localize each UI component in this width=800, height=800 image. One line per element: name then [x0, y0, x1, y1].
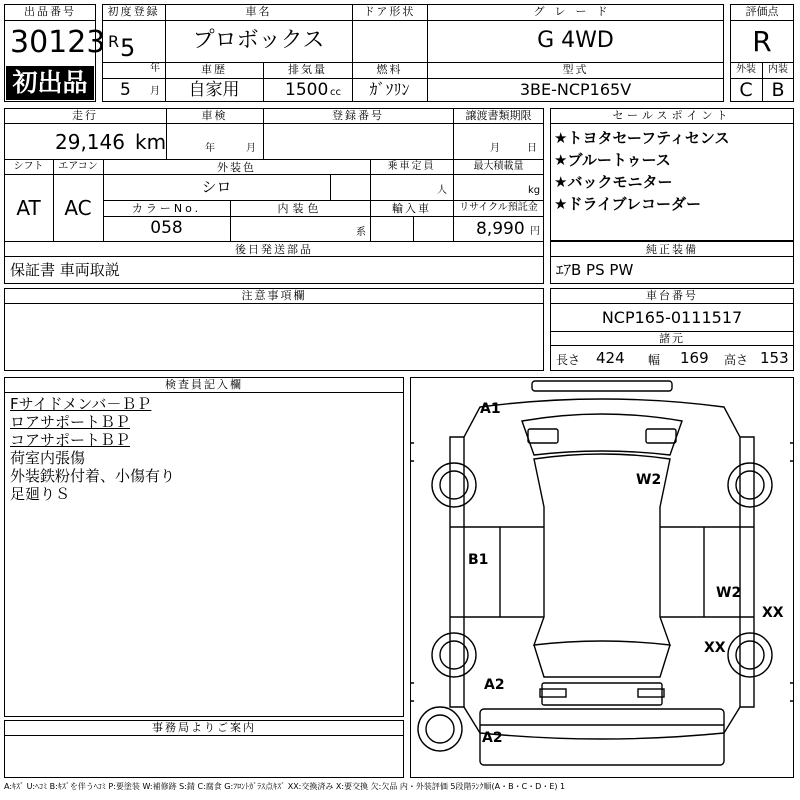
color-no-value: 058 — [150, 218, 183, 238]
capacity-label: 乗車定員 — [387, 161, 436, 172]
score-label: 評価点 — [745, 5, 779, 18]
import-label: 輸入車 — [392, 202, 431, 215]
mark-w2-top: W2 — [636, 472, 662, 488]
sales-point-item: ★ドライブレコーダー — [554, 195, 701, 213]
height-label: 高さ — [724, 353, 749, 367]
office-label: 事務局よりご案内 — [152, 721, 256, 734]
recycle-unit: 円 — [530, 226, 540, 237]
first-listing-badge: 初出品 — [6, 66, 94, 100]
load-unit: kg — [528, 185, 541, 196]
door-label: ドア形状 — [363, 5, 416, 18]
transfer-month-unit: 月 — [490, 143, 500, 154]
width-label: 幅 — [648, 353, 661, 367]
exterior-label: 外装 — [736, 64, 756, 75]
month-unit: 月 — [150, 86, 160, 97]
mark-w2-right: W2 — [716, 585, 742, 601]
inspector-line: 外装鉄粉付着、小傷有り — [10, 467, 176, 485]
interior-label: 内装 — [768, 64, 788, 75]
sales-point-item: ★トヨタセーフティセンス — [554, 129, 730, 147]
genuine-value: ｴｱB PS PW — [556, 261, 634, 279]
mark-b1: B1 — [468, 552, 489, 568]
displacement-value: 1500 — [285, 80, 329, 100]
sales-point-item: ★ブルートゥース — [554, 151, 671, 169]
caution-label: 注意事項欄 — [241, 289, 307, 302]
load-label: 最大積載量 — [473, 161, 524, 172]
length-label: 長さ — [556, 353, 581, 367]
mileage-unit: km — [135, 130, 167, 154]
displacement-label: 排気量 — [288, 63, 327, 76]
interior-color-label: 内装色 — [277, 202, 323, 215]
car-name: プロボックス — [192, 28, 325, 53]
inspection-year-unit: 年 — [205, 143, 215, 154]
mark-xx-right: XX — [762, 605, 784, 621]
dims-label: 諸元 — [659, 332, 685, 345]
sales-point-item: ★バックモニター — [554, 173, 673, 191]
genuine-label: 純正装備 — [646, 243, 698, 256]
inspector-line: コアサポートＢＰ — [10, 431, 131, 449]
lot-label: 出品番号 — [24, 5, 76, 18]
displacement-unit: cc — [330, 87, 341, 98]
mark-a2-bottom: A2 — [482, 730, 503, 746]
shift-value: AT — [16, 196, 41, 220]
transfer-label: 譲渡書類期限 — [465, 109, 532, 122]
width-value: 169 — [680, 349, 709, 367]
model-value: 3BE-NCP165V — [519, 80, 632, 99]
inspector-line: 荷室内張傷 — [10, 449, 86, 467]
capacity-unit: 人 — [437, 185, 447, 196]
fuel-label: 燃料 — [376, 63, 403, 76]
inspector-line: 足廻りＳ — [10, 485, 71, 503]
sales-points-label: セールスポイント — [612, 109, 732, 122]
inspection-label: 車検 — [201, 109, 228, 122]
interior-value: B — [771, 79, 785, 101]
history-value: 自家用 — [188, 80, 240, 100]
ac-value: AC — [64, 196, 92, 220]
reg-month: 5 — [120, 80, 131, 100]
mileage-value: 29,146 — [55, 130, 125, 154]
later-parts-label: 後日発送部品 — [235, 243, 313, 256]
mark-a1: A1 — [480, 401, 501, 417]
recycle-label: リサイクル預託金 — [459, 202, 538, 213]
score-value: R — [752, 25, 772, 58]
shift-label: シフト — [13, 161, 44, 172]
reg-label: 初度登録 — [107, 5, 160, 18]
length-value: 424 — [596, 349, 625, 367]
inspector-line: Fサイドメンバ－ＢＰ — [10, 395, 152, 413]
recycle-value: 8,990 — [476, 219, 525, 239]
inspection-month-unit: 月 — [246, 143, 256, 154]
era: R — [108, 32, 120, 51]
name-label: 車名 — [245, 5, 272, 18]
lot-number: 30123 — [10, 25, 106, 60]
plate-label: 登録番号 — [332, 109, 384, 122]
mileage-label: 走行 — [72, 109, 98, 122]
model-label: 型式 — [562, 63, 589, 76]
transfer-day-unit: 日 — [527, 143, 537, 154]
year-unit: 年 — [150, 63, 160, 74]
inspector-label: 検査員記入欄 — [165, 378, 243, 391]
color-no-label: カラーNo. — [131, 202, 202, 215]
interior-color-unit: 系 — [356, 227, 366, 238]
ac-label: エアコン — [58, 161, 98, 172]
legend: A:ｷｽﾞ U:ﾍｺﾐ B:ｷｽﾞを伴うﾍｺﾐ P:要塗装 W:補修跡 S:錆 C:腐食 G:ﾌﾛﾝﾄｶﾞﾗｽ点ｷｽﾞ XX:交換済み X:要交換 欠:欠品 内・外装評価 5段階ﾗﾝｸ順(A・B・C・D・E) 1 — [4, 782, 566, 791]
chassis-value: NCP165-0111517 — [601, 308, 743, 327]
mark-a2-rear: A2 — [484, 677, 505, 693]
color-value: シロ — [201, 178, 232, 196]
inspector-line: ロアサポートＢＰ — [10, 413, 131, 431]
exterior-value: C — [739, 79, 753, 101]
grade-value: G 4WD — [537, 28, 614, 53]
later-parts-value: 保証書 車両取説 — [10, 261, 120, 279]
fuel-value: ｶﾞｿﾘﾝ — [369, 80, 410, 99]
chassis-label: 車台番号 — [646, 289, 698, 302]
mark-xx-mid: XX — [704, 640, 726, 656]
color-label: 外装色 — [217, 161, 256, 174]
grade-label: グレード — [533, 5, 618, 18]
reg-year: 5 — [120, 34, 136, 62]
car-diagram — [410, 377, 794, 778]
height-value: 153 — [760, 349, 789, 367]
history-label: 車歴 — [201, 63, 227, 76]
